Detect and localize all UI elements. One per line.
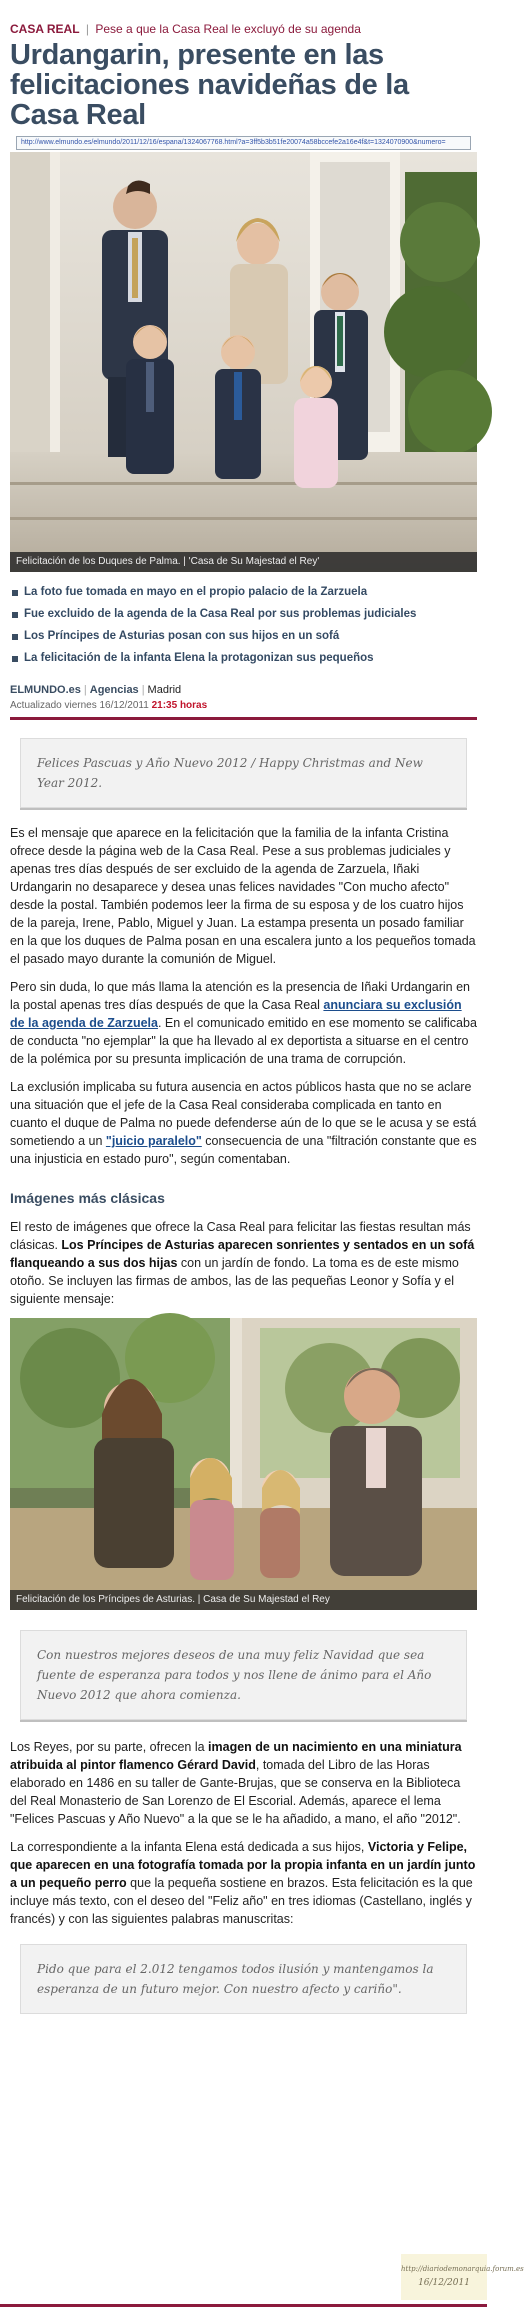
bullet-square-icon — [12, 590, 18, 596]
kicker-separator: | — [85, 22, 90, 36]
paragraph-6: La correspondiente a la infanta Elena está dedicada a sus hijos, Victoria y Felipe, que aparecen en una fotografía tomada por la propia infanta en un jardín junto a un pequeño perro que la pequeña sostiene en brazos. Esta felicitación es la que incluye más texto, con el deseo del "Feliz año" en tres idiomas (Castellano, inglés y francés) y con las siguientes palabras manuscritas: — [10, 1840, 476, 1926]
summary-bullets — [10, 586, 477, 664]
paragraph-1: Es el mensaje que aparece en la felicitación que la familia de la infanta Cristina ofrece desde la página web de la Casa Real. Pese a sus problemas judiciales y apenas tres días después de ser excluido de la agenda de Zarzuela, Iñaki Urdangarin no desaparece y desea unas felices navidades "Con mucho afecto" desde la postal. También podemos leer la firma de su esposa y de los cuatro hijos de la pareja, Irene, Pablo, Miguel y Juan. La estampa presenta un posado familiar en la que los duques de Palma posan en una escalera junto a los pequeños tomada el pasado mayo durante la comunión de Miguel. — [10, 826, 476, 966]
summary-item[interactable]: Fue excluido de la agenda de la Casa Real por sus problemas judiciales — [10, 608, 477, 620]
article — [10, 22, 477, 2014]
paragraph-3: La exclusión implicaba su futura ausencia en actos públicos hasta que no se aclare una situación que el jefe de la Casa Real consideraba complicada en tanto en cuanto el duque de Palma no puede defenderse aún de lo que se le acusa y se está sometiendo a un "juicio paralelo" consecuencia de una "filtración constante que es una injusticia en estado puro", según comentaban. — [10, 1080, 477, 1166]
update-time: 21:35 horas — [151, 700, 208, 711]
paragraph-2: Pero sin duda, lo que más llama la atención es la presencia de Iñaki Urdangarin en la postal apenas tres días después de que la Casa Real anunciara su exclusión de la agenda de Zarzuela. En el comunicado emitido en ese momento se calificaba de conducta "no ejemplar" la que ha llevado al ex deportista a situarse en el centro de la polémica por su presunta implicación de una trama de corrupción. — [10, 980, 477, 1066]
greeting-quote-elena: Pido que para el 2.012 tengamos todos ilusión y mantengamos la esperanza de un futuro mejor. Con nuestro afecto y cariño". — [20, 1944, 467, 2014]
image-url-bar[interactable]: http://www.elmundo.es/elmundo/2011/12/16/espana/1324067768.html?a=3ff5b3b51fe20074a58bccefe2a16e4f&t=1324070900&numero= — [16, 136, 471, 150]
footer-divider — [0, 2304, 487, 2307]
bullet-square-icon — [12, 656, 18, 662]
bullet-square-icon — [12, 612, 18, 618]
summary-item[interactable]: Los Príncipes de Asturias posan con sus hijos en un sofá — [10, 630, 477, 642]
paragraph-5: Los Reyes, por su parte, ofrecen la imagen de un nacimiento en una miniatura atribuida al pintor flamenco Gérard David, tomada del Libro de las Horas elaborado en 1486 en su taller de Gante-Brujas, que se conserva en la Biblioteca del Real Monasterio de San Lorenzo de El Escorial. Además, aparece el lema "Felices Pascuas y Año Nuevo" a la que se le ha añadido, a mano, el año "2012". — [10, 1740, 462, 1826]
family-photo-illustration — [10, 152, 477, 572]
paragraph-4: El resto de imágenes que ofrece la Casa Real para felicitar las fiestas resultan más clásicas. Los Príncipes de Asturias aparecen sonrientes y sentados en un sofá flanqueando a sus dos hijas con un jardín de fondo. La toma es de este mismo otoño. Se incluyen las firmas de ambos, las de las pequeñas Leonor y Sofía y el siguiente mensaje: — [10, 1220, 475, 1306]
headline: Urdangarin, presente en las felicitaciones navideñas de la Casa Real — [10, 39, 409, 131]
summary-item[interactable]: La felicitación de la infanta Elena la protagonizan sus pequeños — [10, 652, 477, 664]
exclusion-link[interactable]: anunciara su exclusión de la agenda de Zarzuela — [10, 998, 462, 1030]
principes-photo-illustration — [10, 1318, 477, 1610]
photo-caption: Felicitación de los Príncipes de Asturias. | Casa de Su Majestad el Rey — [10, 1590, 477, 1610]
juicio-paralelo-link[interactable]: "juicio paralelo" — [105, 1134, 202, 1148]
subheading: Imágenes más clásicas — [10, 1190, 165, 1206]
photo-caption: Felicitación de los Duques de Palma. | 'Casa de Su Majestad el Rey' — [10, 552, 477, 572]
byline-agency[interactable]: Agencias — [89, 684, 139, 696]
section-label[interactable]: CASA REAL — [10, 22, 80, 36]
watermark-stamp: http://diariodemonarquia.forum.es 16/12/2011 — [401, 2254, 487, 2300]
byline-source[interactable]: ELMUNDO.es — [10, 684, 81, 696]
byline-city: Madrid — [147, 684, 182, 696]
kicker — [10, 22, 477, 36]
byline: ELMUNDO.es | Agencias | Madrid — [10, 684, 182, 696]
summary-item[interactable]: La foto fue tomada en mayo en el propio palacio de la Zarzuela — [10, 586, 477, 598]
family-photo-duques — [10, 152, 477, 572]
bullet-square-icon — [12, 634, 18, 640]
greeting-quote-principes: Con nuestros mejores deseos de una muy feliz Navidad que sea fuente de esperanza para todos y nos llene de ánimo para el Año Nuevo 2012 que ahora comienza. — [20, 1630, 467, 1720]
kicker-text: Pese a que la Casa Real le excluyó de su agenda — [95, 22, 361, 36]
family-photo-principes — [10, 1318, 477, 1610]
greeting-quote-duques: Felices Pascuas y Año Nuevo 2012 / Happy Christmas and New Year 2012. — [20, 738, 467, 808]
updated-timestamp: Actualizado viernes 16/12/2011 21:35 horas — [10, 700, 208, 711]
